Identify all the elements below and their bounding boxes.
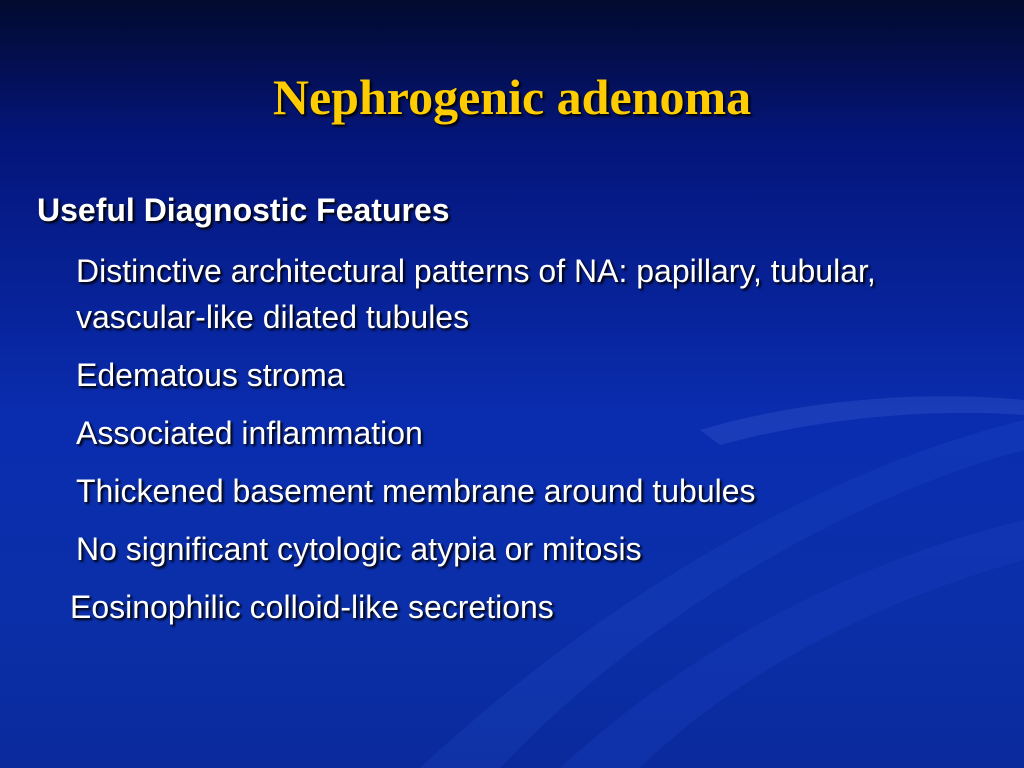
list-item: Associated inflammation — [76, 415, 423, 451]
list-item: Thickened basement membrane around tubules — [76, 473, 756, 509]
list-item: Edematous stroma — [76, 357, 345, 393]
slide-title: Nephrogenic adenoma — [272, 69, 752, 125]
list-item: Distinctive architectural patterns of NA: papillary, tubular, vascular-like dilated tubules — [76, 253, 876, 335]
extra-feature: Eosinophilic colloid-like secretions — [70, 589, 554, 625]
section-heading: Useful Diagnostic Features — [37, 192, 450, 228]
feature-list — [76, 248, 966, 584]
list-item: No significant cytologic atypia or mitosis — [76, 531, 642, 567]
